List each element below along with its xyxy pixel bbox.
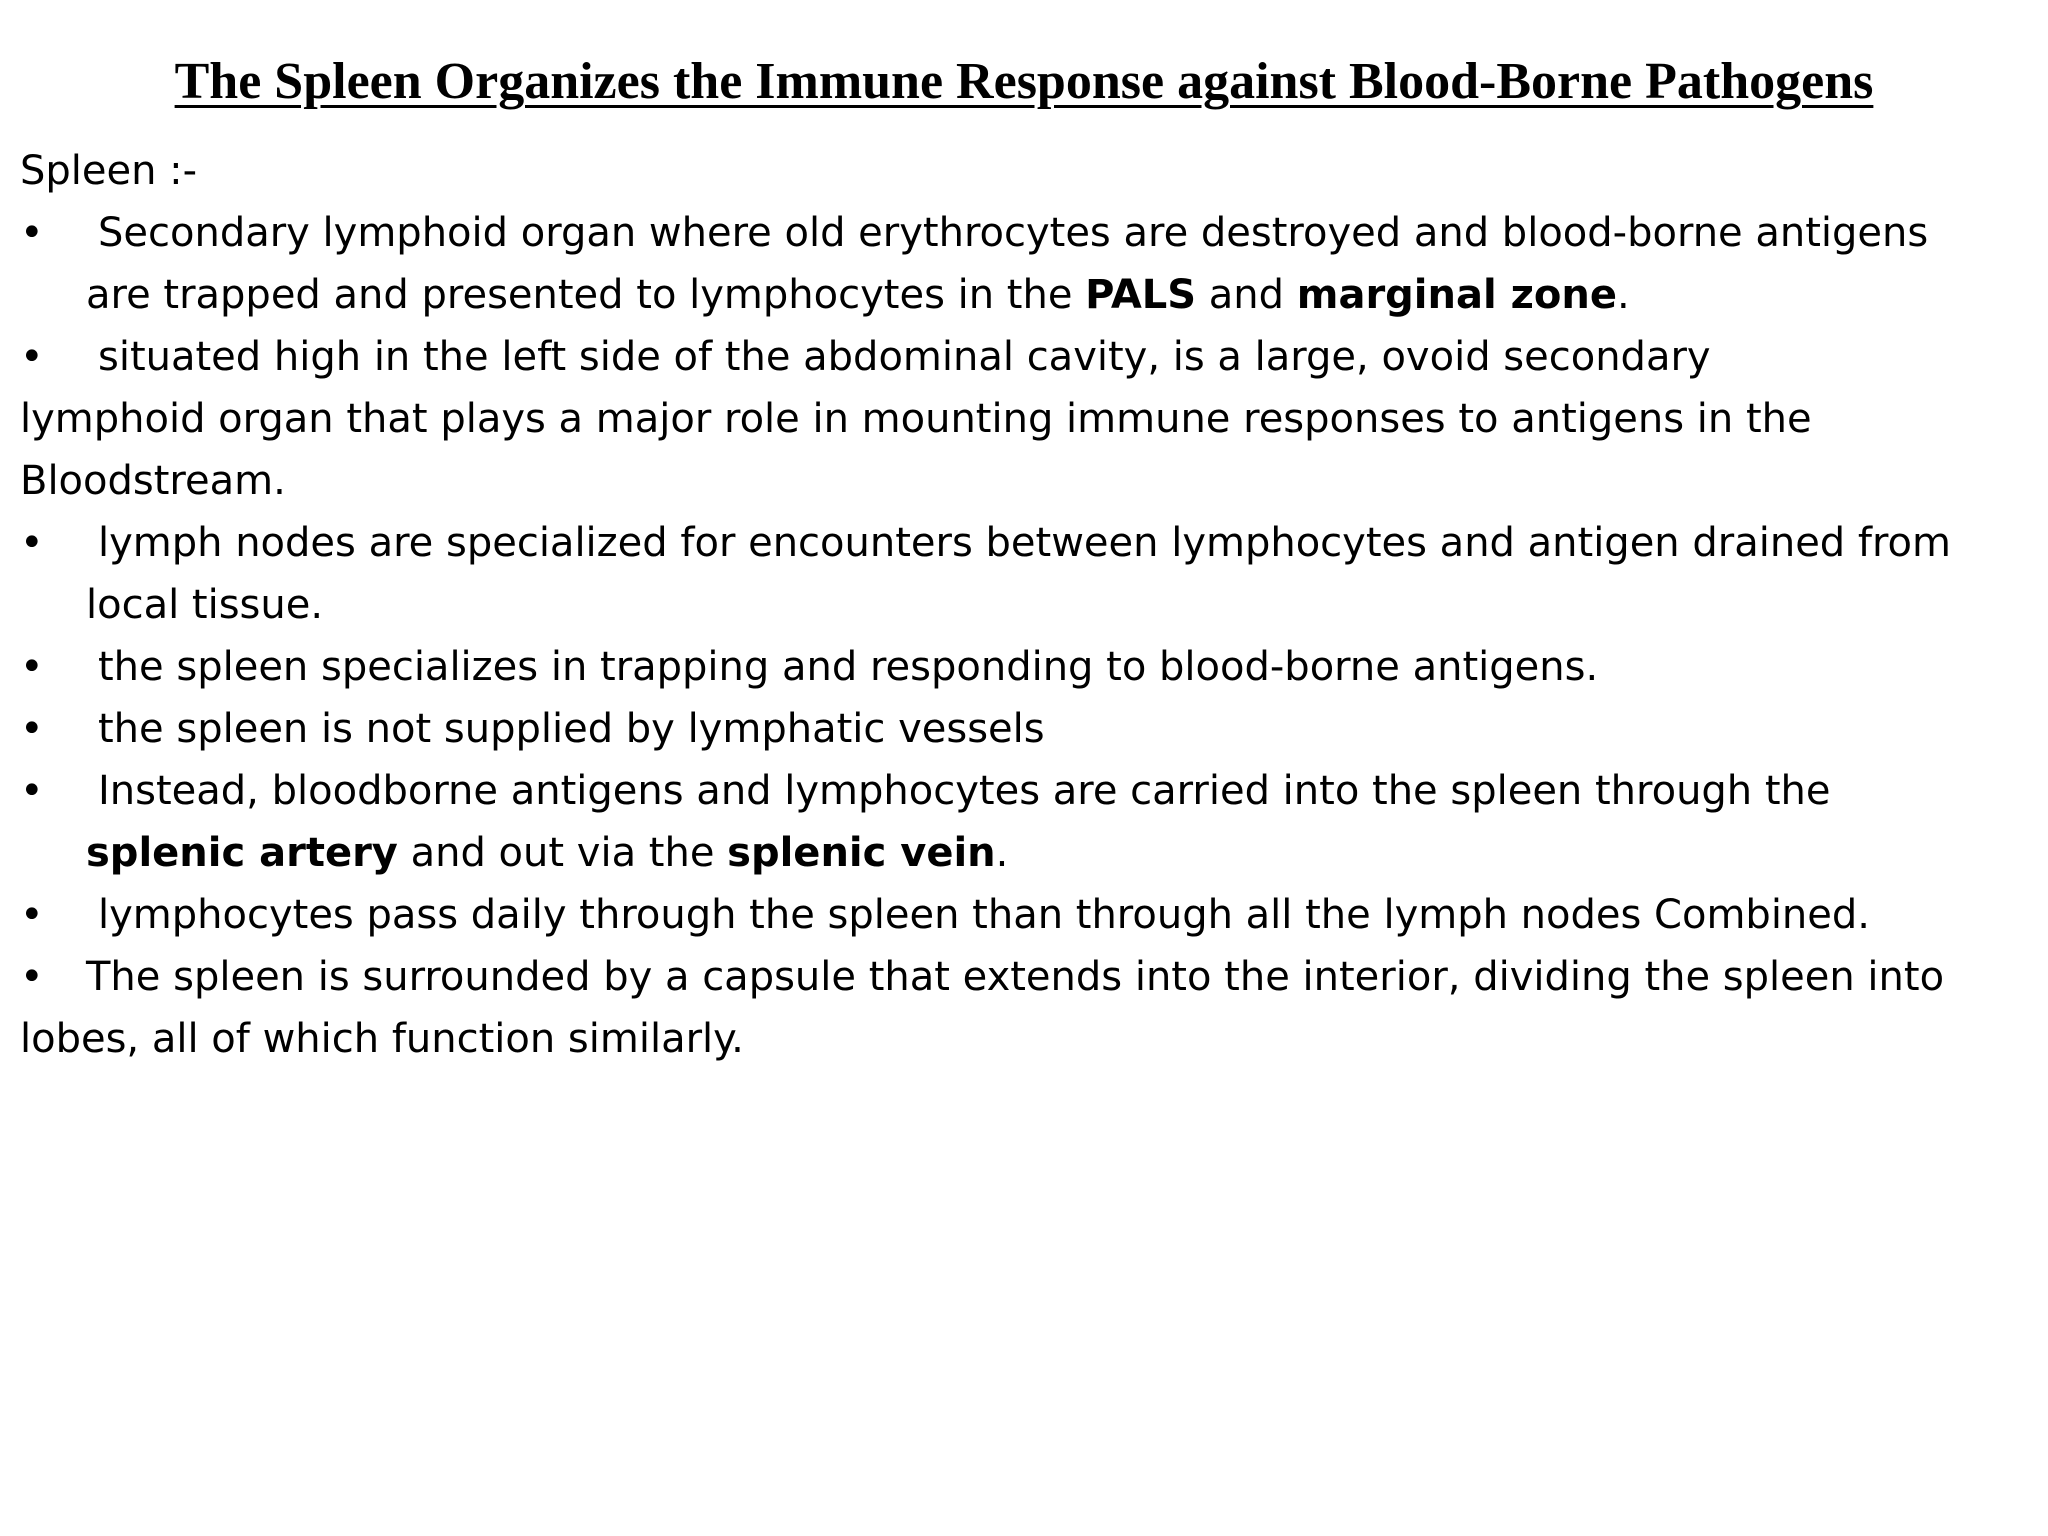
text-run: and out via the [397, 830, 728, 876]
bullet-text: situated high in the left side of the abdominal cavity, is a large, ovoid secondary [98, 334, 1711, 380]
bold-term-splenic-artery: splenic artery [86, 830, 398, 876]
bullet-marker: • [20, 334, 44, 380]
bullet-text: the spleen specializes in trapping and responding to blood-borne antigens. [98, 644, 1599, 690]
bullet-text [86, 822, 1008, 884]
bullet-marker: • [20, 892, 44, 938]
bullet-continuation [20, 1008, 2030, 1070]
bullet-text: Bloodstream. [20, 458, 286, 504]
bold-term-marginal-zone: marginal zone [1296, 272, 1617, 318]
bullet-text: lobes, all of which function similarly. [20, 1016, 744, 1062]
bullet-text: Secondary lymphoid organ where old erythrocytes are destroyed and blood-borne antigens [98, 210, 1929, 256]
bullet-line [20, 202, 2030, 264]
bullet-continuation [20, 450, 2030, 512]
bullet-line [20, 946, 2030, 1008]
bullet-line [20, 512, 2030, 574]
bullet-continuation [20, 388, 2030, 450]
bullet-text: lymph nodes are specialized for encounters between lymphocytes and antigen drained from [98, 520, 1951, 566]
bullet-line [20, 760, 2030, 822]
text-run: . [1616, 272, 1630, 318]
bullet-text: the spleen is not supplied by lymphatic vessels [98, 706, 1045, 752]
bullet-marker: • [20, 954, 44, 1000]
bold-term-pals: PALS [1085, 272, 1197, 318]
bullet-line [20, 636, 2030, 698]
slide-title-text: The Spleen Organizes the Immune Response against Blood-Borne Pathogens [174, 53, 1874, 110]
bullet-marker: • [20, 706, 44, 752]
bullet-continuation [20, 822, 2030, 884]
bullet-marker: • [20, 644, 44, 690]
bullet-text: Instead, bloodborne antigens and lymphocytes are carried into the spleen through the [98, 768, 1831, 814]
bullet-line [20, 326, 2030, 388]
bold-term-splenic-vein: splenic vein [727, 830, 996, 876]
text-run: . [995, 830, 1009, 876]
bullet-continuation [20, 574, 2030, 636]
bullet-marker: • [20, 520, 44, 566]
bullet-line [20, 884, 2030, 946]
bullet-text: The spleen is surrounded by a capsule that extends into the interior, dividing the spleen into [86, 954, 1945, 1000]
bullet-text: lymphoid organ that plays a major role in mounting immune responses to antigens in the [20, 396, 1812, 442]
body-heading [20, 140, 2030, 202]
bullet-marker: • [20, 768, 44, 814]
slide-body [20, 140, 2030, 1070]
slide-title [0, 52, 2048, 112]
bullet-continuation [20, 264, 2030, 326]
text-run: are trapped and presented to lymphocytes in the [86, 272, 1086, 318]
bullet-line [20, 698, 2030, 760]
bullet-marker: • [20, 210, 44, 256]
bullet-text: lymphocytes pass daily through the spleen than through all the lymph nodes Combined. [98, 892, 1870, 938]
bullet-text: local tissue. [86, 582, 324, 628]
text-run: and [1196, 272, 1297, 318]
heading-text: Spleen :- [20, 148, 198, 194]
bullet-text [86, 264, 1630, 326]
